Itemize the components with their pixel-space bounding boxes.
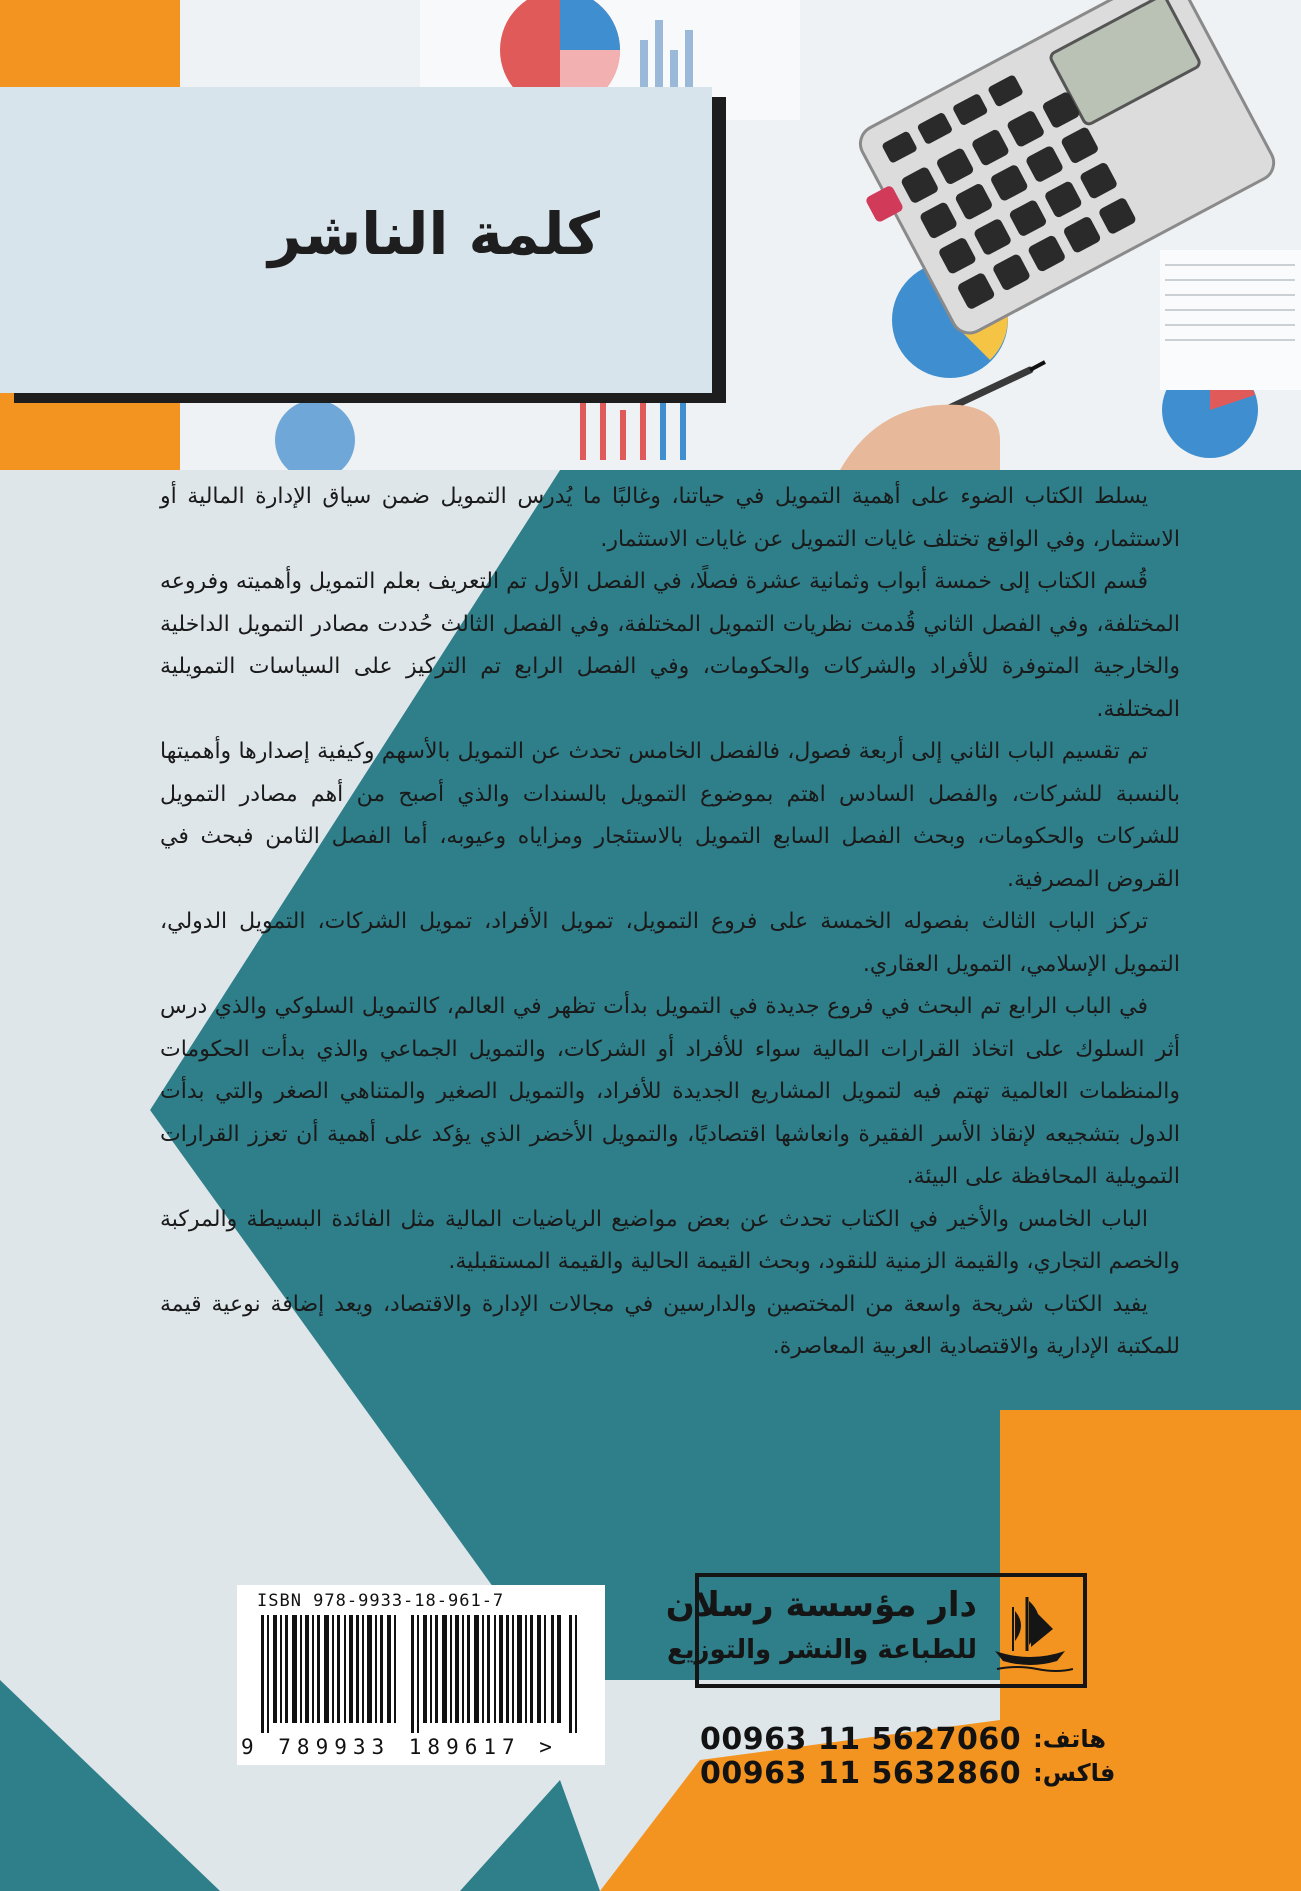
- isbn-barcode: [237, 1585, 605, 1765]
- barcode-icon: [261, 1615, 581, 1733]
- paragraph-2: قُسم الكتاب إلى خمسة أبواب وثمانية عشرة فصلًا، في الفصل الأول تم التعريف بعلم التمويل وأهميته وفروعه المختلفة، وفي الفصل الثاني قُدمت نظريات التمويل المختلفة، وفي الفصل الثالث حُددت مصادر التمويل الداخلية والخارجية المتوفرة للأفراد والشركات والحكومات، وفي الفصل الرابع تم التركيز على السياسات التمويلية المختلفة.: [160, 569, 1180, 722]
- paragraph-3: تم تقسيم الباب الثاني إلى أربعة فصول، فالفصل الخامس تحدث عن التمويل بالأسهم وكيفية إصدارها وأهميتها بالنسبة للشركات، والفصل السادس اهتم بموضوع التمويل بالسندات والذي أصبح من أهم مصادر التمويل للشركات والحكومات، وبحث الفصل السابع التمويل بالاستئجار ومزاياه وعيوبه، أما الفصل الثامن فبحث في القروض المصرفية.: [160, 739, 1180, 892]
- fax-label: فاكس:: [1033, 1759, 1116, 1787]
- publisher-note-text: [160, 476, 1180, 1369]
- fax-row: [700, 1755, 1116, 1791]
- paragraph-4: تركز الباب الثالث بفصوله الخمسة على فروع التمويل، تمويل الأفراد، تمويل الشركات، التمويل الدولي، التمويل الإسلامي، التمويل العقاري.: [160, 909, 1180, 977]
- paragraph-5: في الباب الرابع تم البحث في فروع جديدة في التمويل بدأت تظهر في العالم، كالتمويل السلوكي والذي درس أثر السلوك على اتخاذ القرارات المالية سواء للأفراد أو الشركات، والتمويل الجماعي والذي بدأت الحكومات والمنظمات العالمية تهتم فيه لتمويل المشاريع الجديدة للأفراد، والتمويل الصغير والمتناهي الصغر والتي بدأت الدول بتشجيعه لإنقاذ الأسر الفقيرة وانعاشها اقتصاديًا، والتمويل الأخضر الذي يؤكد على أهمية أن تعزز القرارات التمويلية المحافظة على البيئة.: [160, 994, 1180, 1189]
- isbn-digits: 9 789933 189617 >: [241, 1735, 558, 1759]
- paragraph-6: الباب الخامس والأخير في الكتاب تحدث عن بعض مواضيع الرياضيات المالية مثل الفائدة البسيطة والمركبة والخصم التجاري، والقيمة الزمنية للنقود، وبحث القيمة الحالية والقيمة المستقبلية.: [160, 1206, 1180, 1274]
- paragraph-1: يسلط الكتاب الضوء على أهمية التمويل في حياتنا، وغالبًا ما يُدرس التمويل ضمن سياق الإدارة المالية أو الاستثمار، وفي الواقع تختلف غايات التمويل عن غايات الاستثمار.: [160, 484, 1180, 552]
- phone-row: [700, 1721, 1106, 1757]
- isbn-label: ISBN 978-9933-18-961-7: [257, 1591, 505, 1611]
- publisher-logo: [665, 1573, 1087, 1688]
- ship-icon: [987, 1589, 1073, 1675]
- fax-number: 00963 11 5632860: [700, 1755, 1022, 1791]
- page-title: كلمة الناشر: [268, 200, 600, 268]
- publisher-name: دار مؤسسة رسلان: [665, 1585, 977, 1625]
- paragraph-7: يفيد الكتاب شريحة واسعة من المختصين والدارسين في مجالات الإدارة والاقتصاد، ويعد إضافة نوعية قيمة للمكتبة الإدارية والاقتصادية العربية المعاصرة.: [160, 1291, 1180, 1359]
- phone-label: هاتف:: [1033, 1725, 1106, 1753]
- publisher-subtitle: للطباعة والنشر والتوزيع: [666, 1635, 977, 1665]
- phone-number: 00963 11 5627060: [700, 1721, 1022, 1757]
